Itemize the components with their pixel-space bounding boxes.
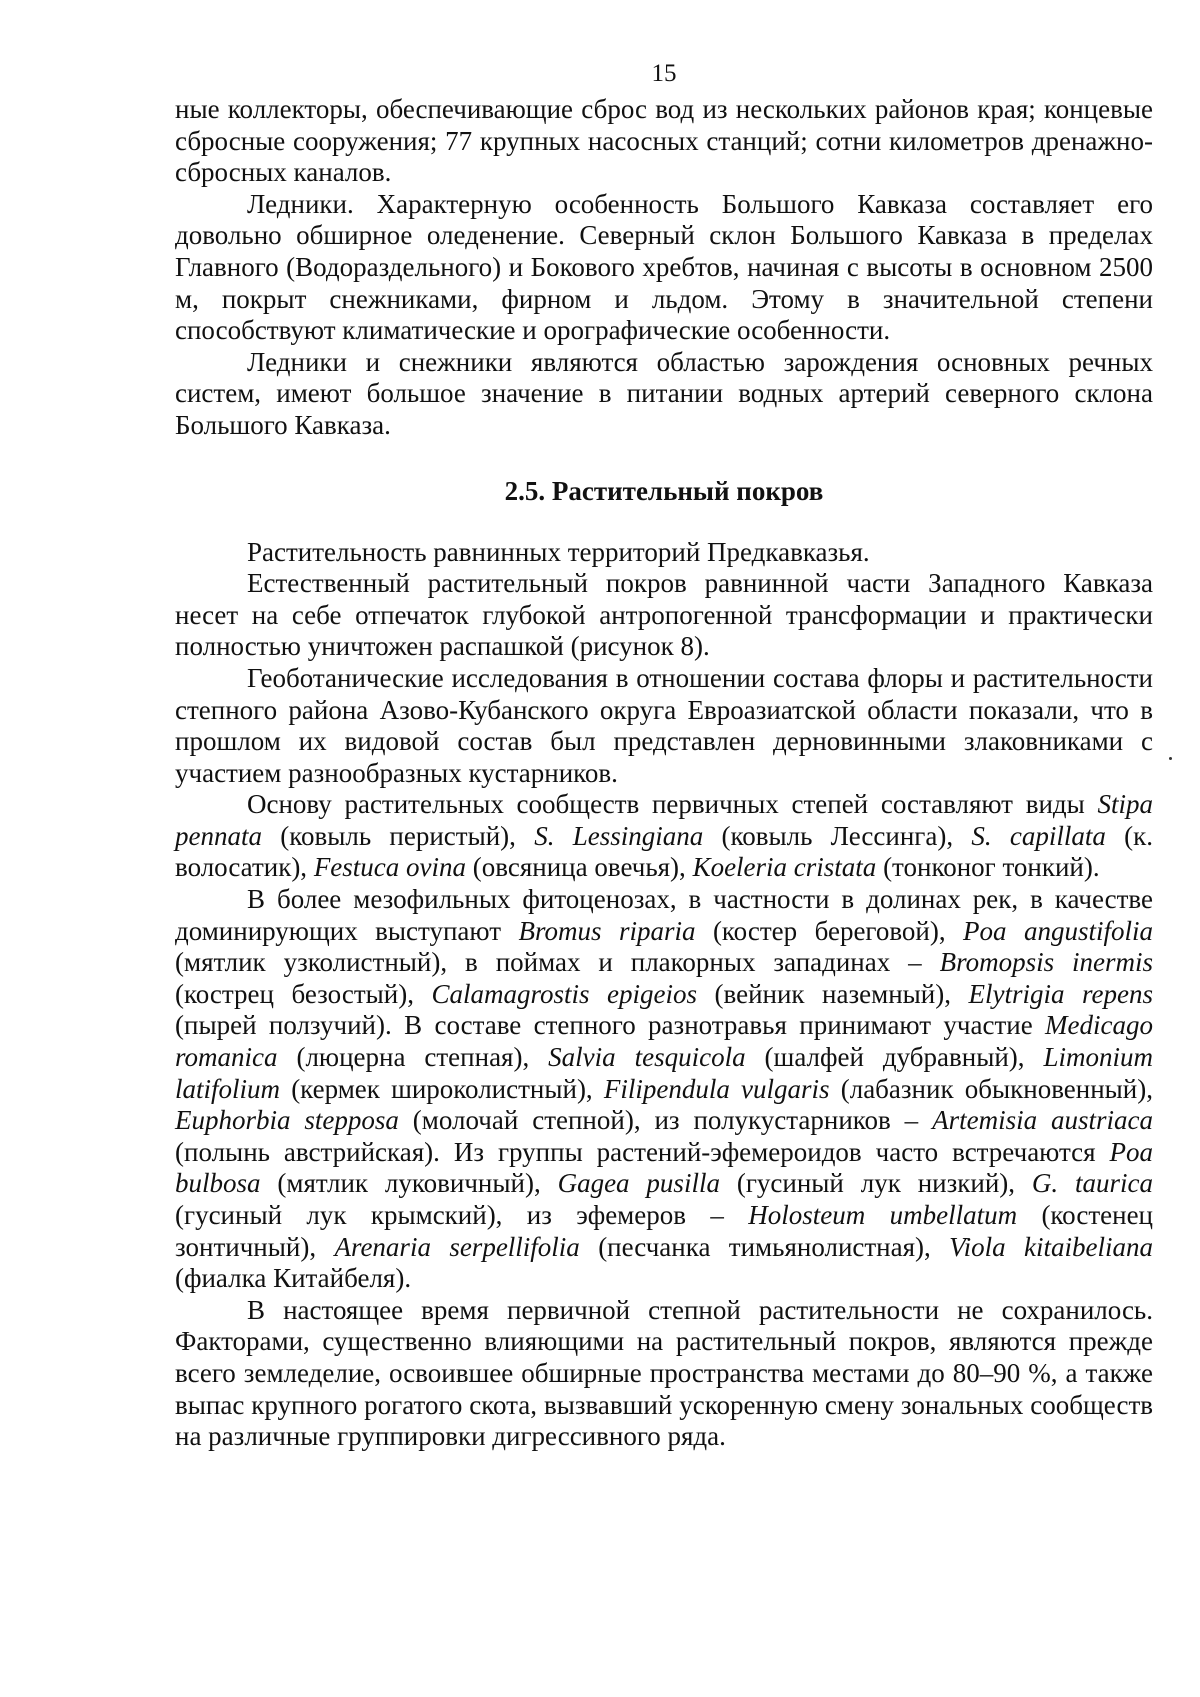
text-run: (пырей ползучий). В составе степного разнотравья принимают участие xyxy=(175,1010,1046,1041)
species-name: Salvia tesquicola xyxy=(548,1042,746,1073)
paragraph-anthropogenic: Естественный растительный покров равнинной части Западного Кавказа несет на себе отпечаток глубокой антропогенной трансформации и практически полностью уничтожен распашкой (рисунок 8). xyxy=(175,568,1153,662)
document-page xyxy=(175,58,1153,1453)
paragraph-plains-vegetation: Растительность равнинных территорий Предкавказья. xyxy=(247,536,870,567)
text-run: (песчанка тимьянолистная), xyxy=(579,1231,950,1262)
species-name: Poa angustifolia xyxy=(963,915,1154,946)
text-run: (кострец безостый), xyxy=(175,978,432,1009)
paragraph-glaciers: Ледники. Характерную особенность Большого Кавказа составляет его довольно обширное оледенение. Северный склон Большого Кавказа в пределах Главного (Водораздельного) и Бокового хребтов, начиная с высоты в основном 2500 м, покрыт снежниками, фирном и льдом. Этому в значительной степени способствуют климатические и орографические особенности. xyxy=(175,188,1153,346)
text-run: (кермек широколистный), xyxy=(280,1073,604,1104)
species-name: Artemisia austriaca xyxy=(932,1105,1153,1136)
species-name: Bromopsis inermis xyxy=(939,947,1154,978)
paragraph-current-state: В настоящее время первичной степной растительности не сохранилось. Факторами, существенно влияющими на растительный покров, являются прежде всего земледелие, освоившее обширные пространства местами до 80–90 %, а также выпас крупного рогатого скота, вызвавший ускоренную смену зональных сообществ на различные группировки дигрессивного ряда. xyxy=(175,1294,1153,1452)
text-run: (полынь австрийская). Из группы растений-эфемероидов часто встречаются xyxy=(175,1136,1110,1167)
text-run: (ковыль перистый), xyxy=(262,820,535,851)
text-run: (гусиный лук крымский), из эфемеров – xyxy=(175,1200,749,1230)
species-name: Elytrigia repens xyxy=(968,978,1153,1009)
text-run: (гусиный лук низкий), xyxy=(719,1168,1032,1199)
paragraph-glaciers-rivers: Ледники и снежники являются областью зарождения основных речных систем, имеют большое значение в питании водных артерий северного склона Большого Кавказа. xyxy=(175,346,1153,440)
species-name: Koeleria cristata xyxy=(692,852,877,883)
species-name: Arenaria serpellifolia xyxy=(334,1231,580,1262)
paragraph-geobotanical: Геоботанические исследования в отношении состава флоры и растительности степного района Азово-Кубанского округа Евроазиатской области показали, что в прошлом их видовой состав был представлен дерновинными злаковниками с участием разнообразных кустарников. xyxy=(175,662,1153,788)
species-name: G. taurica xyxy=(1031,1168,1154,1199)
text-run: Основу растительных сообществ первичных степей составляют виды xyxy=(247,789,1098,820)
text-run: (костер береговой), xyxy=(695,915,964,946)
page-number: 15 xyxy=(651,60,677,87)
text-run: (костенец зонтичный), xyxy=(175,1200,1153,1262)
paragraph-mesophilic xyxy=(175,884,1153,1295)
text-run: (фиалка Китайбеля). xyxy=(175,1263,412,1294)
text-run: В более мезофильных фитоценозах, в частности в долинах рек, в качестве доминирующих выступают xyxy=(175,884,1153,946)
section-heading: 2.5. Растительный покров xyxy=(504,475,824,506)
text-run: (к. волосатик), xyxy=(175,820,1153,883)
species-name: Filipendula vulgaris xyxy=(603,1073,830,1104)
text-run: (люцерна степная), xyxy=(277,1042,549,1073)
species-name: S. Lessingiana xyxy=(534,820,704,851)
text-run: (тонконог тонкий). xyxy=(876,852,1100,883)
text-run: (мятлик луковичный), xyxy=(260,1168,558,1199)
text-run: (молочай степной), из полукустарников – xyxy=(398,1105,933,1136)
species-name: Gagea pusilla xyxy=(557,1168,720,1199)
species-name: Holosteum umbellatum xyxy=(748,1200,1018,1230)
text-run: (мятлик узколистный), в поймах и плакорных западинах – xyxy=(175,947,940,978)
species-name: Bromus riparia xyxy=(518,915,696,946)
species-name: S. capillata xyxy=(971,820,1106,851)
text-run: (овсяница овечья), xyxy=(466,852,693,883)
species-name: Limonium latifolium xyxy=(175,1042,1154,1104)
species-name: Euphorbia stepposa xyxy=(175,1105,399,1136)
paragraph-primary-steppes xyxy=(175,789,1153,884)
species-name: Stipa pennata xyxy=(175,789,1153,851)
species-name: Poa bulbosa xyxy=(175,1136,1153,1199)
text-run: (шалфей дубравный), xyxy=(745,1042,1044,1073)
species-name: Festuca ovina xyxy=(313,852,467,883)
species-name: Calamagrostis epigeios xyxy=(431,978,697,1009)
text-run: (лабазник обыкновенный), xyxy=(829,1073,1154,1104)
scan-speck xyxy=(1169,757,1172,760)
text-run: (ковыль Лессинга), xyxy=(703,820,972,851)
species-name: Viola kitaibeliana xyxy=(949,1231,1153,1262)
species-name: Medicago romanica xyxy=(175,1010,1153,1073)
text-run: (вейник наземный), xyxy=(697,978,969,1009)
paragraph-drainage: ные коллекторы, обеспечивающие сброс вод из нескольких районов края; концевые сбросные сооружения; 77 крупных насосных станций; сотни километров дренажно-сбросных каналов. xyxy=(175,94,1153,188)
